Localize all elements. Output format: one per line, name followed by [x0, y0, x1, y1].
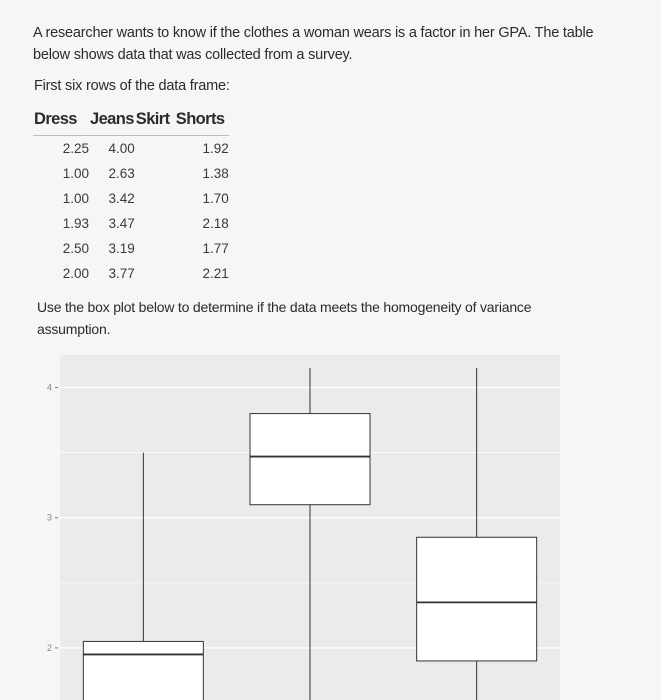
column-header-shorts: Shorts	[175, 110, 229, 136]
table-cell: 4.00	[108, 141, 135, 156]
y-tick-label: 2	[46, 642, 52, 653]
y-tick-label: 4	[46, 382, 52, 393]
table-cell	[135, 236, 175, 261]
table-cell: 1.92	[202, 141, 229, 156]
column-header-jeans: Jeans	[89, 110, 135, 136]
table-cell: 1.38	[202, 166, 229, 181]
table-cell: 2.21	[202, 266, 229, 281]
table-cell: 2.00	[62, 266, 89, 281]
column-header-dress: Dress	[33, 110, 89, 136]
table-cell: 1.00	[62, 191, 89, 206]
table-cell: 2.50	[62, 241, 89, 256]
data-frame-table	[33, 110, 229, 286]
table-cell: 3.77	[108, 266, 135, 281]
table-cell: 3.19	[108, 241, 135, 256]
table-row	[33, 186, 229, 211]
table-cell: 3.42	[108, 191, 135, 206]
table-cell	[135, 186, 175, 211]
table-cell	[135, 136, 175, 162]
y-tick-label: 3	[46, 512, 52, 523]
table-cell: 1.70	[202, 191, 229, 206]
table-cell	[135, 161, 175, 186]
column-header-skirt: Skirt	[135, 110, 175, 136]
table-cell: 2.25	[62, 141, 89, 156]
table-cell: 3.47	[108, 216, 135, 231]
table-cell: 2.63	[108, 166, 135, 181]
table-header-row	[33, 110, 229, 136]
table-cell: 1.00	[62, 166, 89, 181]
table-row	[33, 211, 229, 236]
table-row	[33, 136, 229, 162]
table-cell: 2.18	[202, 216, 229, 231]
table-row	[33, 236, 229, 261]
table-cell	[135, 211, 175, 236]
table-row	[33, 261, 229, 286]
table-row	[33, 161, 229, 186]
box-skirt	[417, 537, 537, 661]
table-cell	[135, 261, 175, 286]
box-dress	[83, 641, 203, 700]
instruction-text: Use the box plot below to determine if the data meets the homogeneity of variance assumption.	[37, 299, 532, 337]
box-plot-container	[0, 340, 661, 700]
box-jeans	[250, 414, 370, 505]
table-cell: 1.93	[62, 216, 89, 231]
intro-text: A researcher wants to know if the clothes a woman wears is a factor in her GPA. The table below shows data that was collected from a survey.	[33, 25, 594, 63]
table-cell: 1.77	[202, 241, 229, 256]
data-frame-subheading: First six rows of the data frame:	[34, 78, 230, 94]
box-plot	[0, 340, 661, 700]
